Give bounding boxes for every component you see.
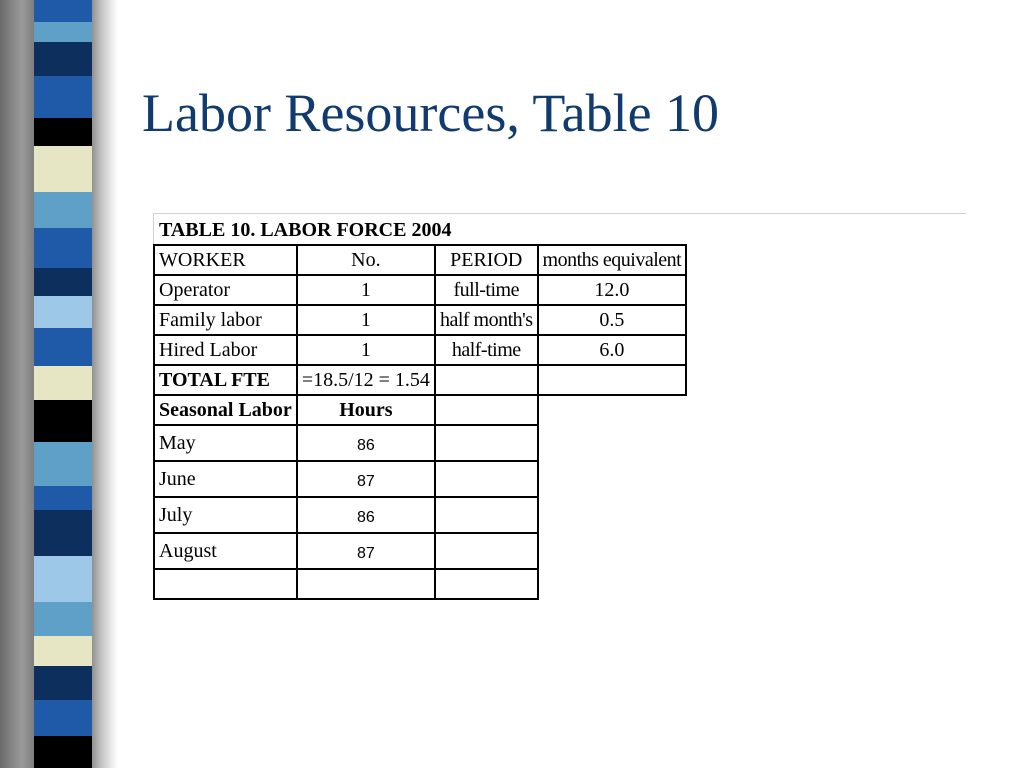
month-cell: July: [154, 497, 297, 533]
empty-cell: [435, 425, 538, 461]
period-cell: half month's: [435, 305, 538, 335]
blank-cell: [538, 461, 687, 497]
hours-cell: 87: [297, 533, 435, 569]
empty-cell: [435, 461, 538, 497]
worker-cell: Family labor: [154, 305, 297, 335]
stripe-band: [34, 400, 92, 442]
seasonal-label-cell: Seasonal Labor: [154, 395, 297, 425]
header-cell: PERIOD: [435, 245, 538, 275]
stripe-band: [34, 296, 92, 328]
month-cell: June: [154, 461, 297, 497]
months-cell: 0.5: [538, 305, 687, 335]
count-cell: 1: [297, 305, 435, 335]
stripe-band: [34, 442, 92, 486]
blank-cell: [538, 569, 687, 599]
stripe-band: [34, 602, 92, 636]
table-caption-row: [153, 213, 966, 244]
side-bar-edge: [0, 0, 36, 768]
stripe-band: [34, 700, 92, 736]
table-row: [154, 569, 686, 599]
table-row: [154, 533, 686, 569]
table-row: [154, 275, 686, 305]
stripe-band: [34, 636, 92, 666]
count-cell: 1: [297, 335, 435, 365]
empty-cell: [538, 365, 687, 395]
table-row: [154, 497, 686, 533]
worker-cell: Operator: [154, 275, 297, 305]
stripe-band: [34, 76, 92, 118]
period-cell: full-time: [435, 275, 538, 305]
empty-cell: [435, 533, 538, 569]
stripe-band: [34, 268, 92, 296]
stripe-band: [34, 510, 92, 556]
stripe-band: [34, 192, 92, 228]
blank-cell: [538, 533, 687, 569]
months-cell: 6.0: [538, 335, 687, 365]
hours-cell: 87: [297, 461, 435, 497]
table-row: [154, 461, 686, 497]
stripe-band: [34, 366, 92, 400]
total-value-cell: =18.5/12 = 1.54: [297, 365, 435, 395]
hours-header-cell: Hours: [297, 395, 435, 425]
header-cell: No.: [297, 245, 435, 275]
slide-title: Labor Resources, Table 10: [142, 83, 720, 143]
empty-cell: [435, 569, 538, 599]
period-cell: half-time: [435, 335, 538, 365]
month-cell: May: [154, 425, 297, 461]
empty-cell: [154, 569, 297, 599]
blank-cell: [538, 395, 687, 425]
blank-cell: [538, 425, 687, 461]
count-cell: 1: [297, 275, 435, 305]
stripe-band: [34, 486, 92, 510]
empty-cell: [435, 365, 538, 395]
empty-cell: [435, 497, 538, 533]
blank-cell: [538, 497, 687, 533]
stripe-band: [34, 22, 92, 42]
stripe-band: [34, 146, 92, 192]
table-row: [154, 425, 686, 461]
total-row: [154, 365, 686, 395]
empty-cell: [435, 395, 538, 425]
header-cell: WORKER: [154, 245, 297, 275]
table-caption: TABLE 10. LABOR FORCE 2004: [159, 219, 452, 241]
stripe-band: [34, 42, 92, 76]
hours-cell: 86: [297, 425, 435, 461]
stripe-band: [34, 666, 92, 700]
table-row: [154, 305, 686, 335]
stripe-band: [34, 328, 92, 366]
labor-table-grid: [153, 244, 687, 600]
stripe-band: [34, 0, 92, 22]
total-label-cell: TOTAL FTE: [154, 365, 297, 395]
table-header-row: [154, 245, 686, 275]
table-row: [154, 335, 686, 365]
stripe-band: [34, 736, 92, 768]
decorative-stripe-bar: [0, 0, 100, 768]
empty-cell: [297, 569, 435, 599]
months-cell: 12.0: [538, 275, 687, 305]
worker-cell: Hired Labor: [154, 335, 297, 365]
month-cell: August: [154, 533, 297, 569]
stripe-band: [34, 228, 92, 268]
hours-cell: 86: [297, 497, 435, 533]
seasonal-header-row: [154, 395, 686, 425]
header-cell: months equivalent: [538, 245, 687, 275]
stripe-band: [34, 118, 92, 146]
stripe-band: [34, 556, 92, 602]
